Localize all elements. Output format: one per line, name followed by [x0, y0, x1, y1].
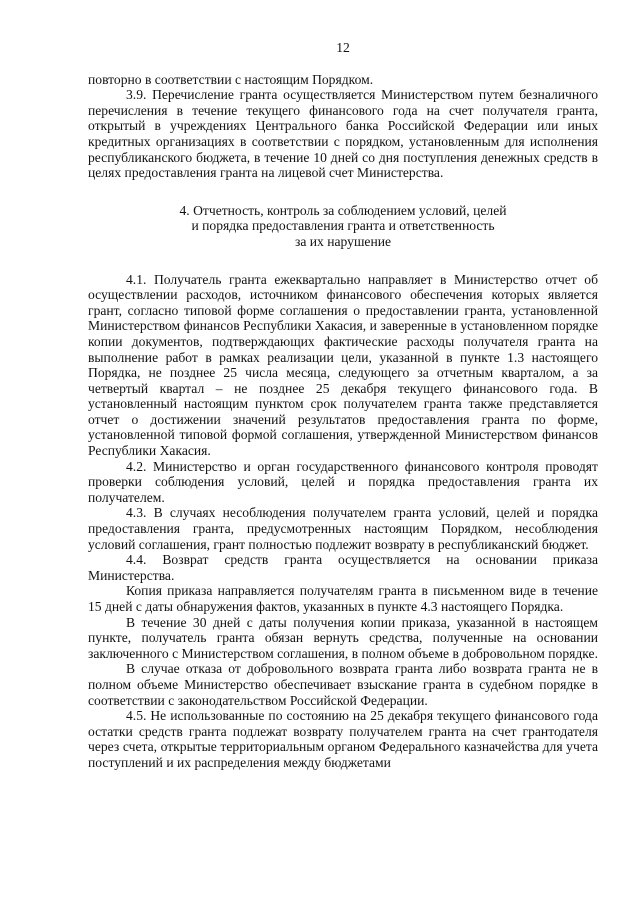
paragraph-4-1: 4.1. Получатель гранта ежеквартально направляет в Министерство отчет об осуществлении расходов, источником финансового обеспечения которых является грант, согласно типовой форме соглашения о предоставлении гранта, установленной Министерством финансов Республики Хакасия, и заверенные в установленном порядке копии документов, подтверждающих фактические расходы получателя гранта на выполнение работ в рамках реализации цели, указанной в пункте 1.3 настоящего Порядка, не позднее 25 числа месяца, следующего за отчетным кварталом, а за четвертый квартал – не позднее 25 декабря текущего финансового года. В установленный настоящим пунктом срок получателем гранта также представляется отчет о достижении значений результатов предоставления гранта по форме, установленной типовой формой соглашения, утвержденной Министерством финансов Республики Хакасия. [88, 271, 598, 459]
section-heading-line-2: и порядка предоставления гранта и ответственность [191, 218, 495, 234]
section-heading [88, 203, 598, 250]
paragraph-4-5: 4.5. Не использованные по состоянию на 25 декабря текущего финансового года остатки средств гранта подлежат возврату получателем гранта на счет грантодателя через счета, открытые территориальным органом Федерального казначейства для учета поступлений и их распределения между бюджетами [88, 708, 598, 770]
paragraph-3-9: 3.9. Перечисление гранта осуществляется Министерством путем безналичного перечисления в течение текущего финансового года на счет получателя гранта, открытый в учреждениях Центрального банка Российской Федерации или иных кредитных организациях в соответствии с порядком, установленным для исполнения республиканского бюджета, в течение 10 дней со дня поступления денежных средств в целях предоставления гранта на лицевой счет Министерства. [88, 87, 598, 181]
paragraph-4-3: 4.3. В случаях несоблюдения получателем гранта условий, целей и порядка предоставления гранта, предусмотренных настоящим Порядком, несоблюдения условий соглашения, грант полностью подлежит возврату в республиканский бюджет. [88, 505, 598, 552]
section-heading-line-3: за их нарушение [294, 233, 392, 249]
paragraph-4-2: 4.2. Министерство и орган государственного финансового контроля проводят проверки соблюдения условий, целей и порядка предоставления гранта их получателем. [88, 458, 598, 505]
paragraph-order-copy: Копия приказа направляется получателям гранта в письменном виде в течение 15 дней с даты обнаружения фактов, указанных в пункте 4.3 настоящего Порядка. [88, 583, 598, 614]
paragraph-continuation: повторно в соответствии с настоящим Порядком. [88, 71, 374, 87]
paragraph-4-4: 4.4. Возврат средств гранта осуществляется на основании приказа Министерства. [88, 552, 598, 583]
section-heading-line-1: 4. Отчетность, контроль за соблюдением условий, целей [179, 202, 507, 218]
paragraph-refusal: В случае отказа от добровольного возврата гранта либо возврата гранта не в полном объеме Министерство обеспечивает взыскание гранта в судебном порядке в соответствии с законодательством Российской Федерации. [88, 661, 598, 708]
document-page [88, 40, 598, 771]
paragraph-return-deadline: В течение 30 дней с даты получения копии приказа, указанной в настоящем пункте, получатель гранта обязан вернуть средства, полученные на основании заключенного с Министерством соглашения, в полном объеме в добровольном порядке. [88, 614, 598, 661]
page-number: 12 [336, 40, 350, 55]
